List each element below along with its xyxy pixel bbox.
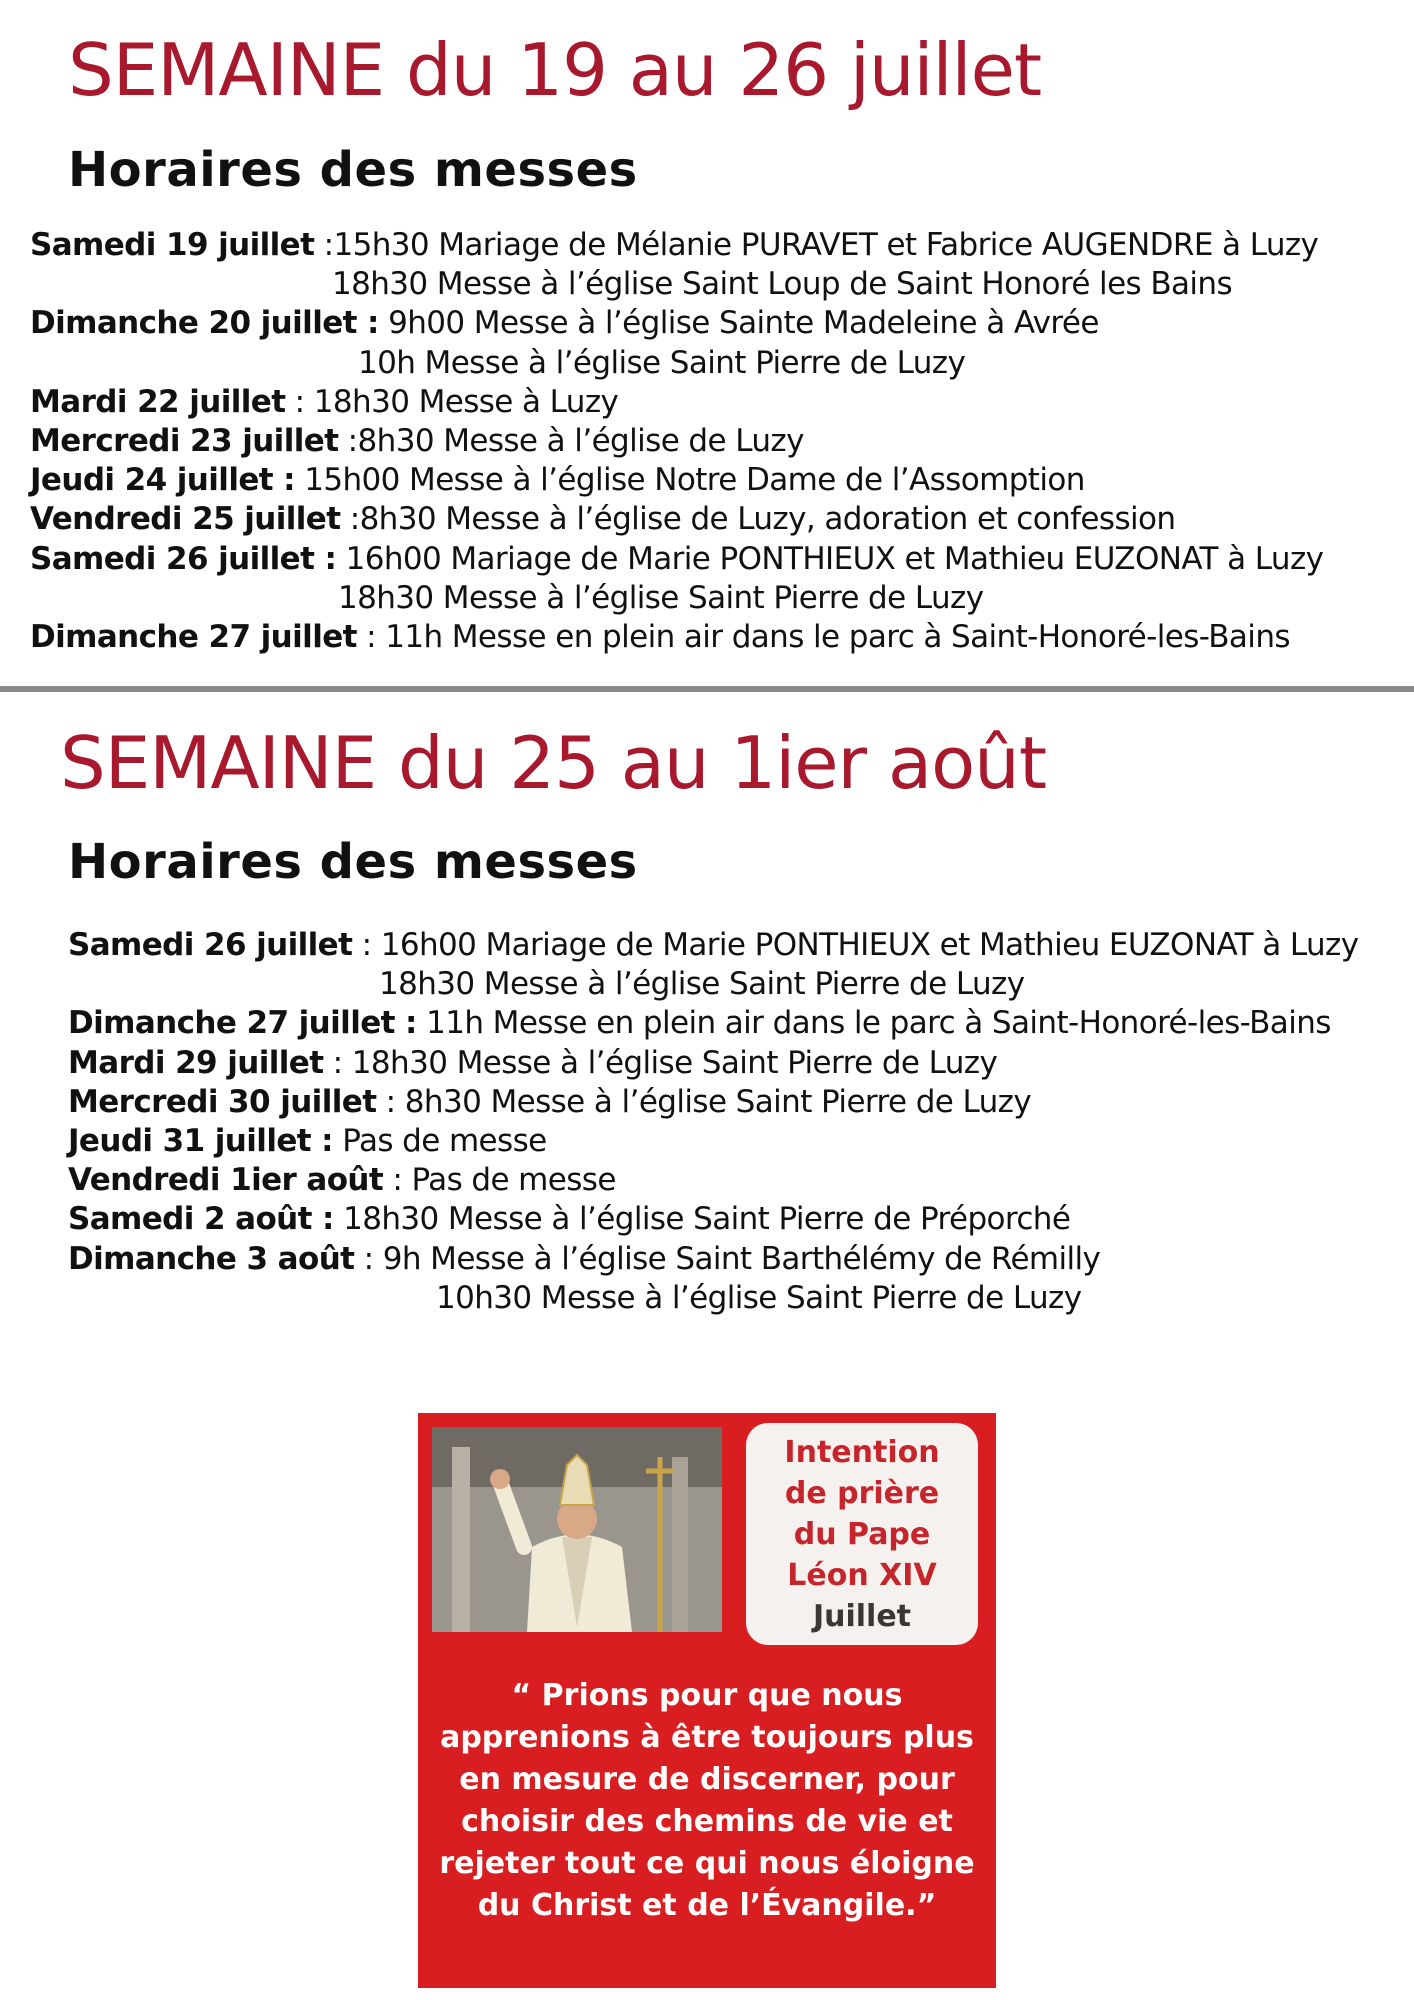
schedule-day: Mardi 29 juillet: [68, 1044, 324, 1081]
schedule-separator: :: [354, 1240, 383, 1277]
info-line-4: Léon XIV: [787, 1557, 937, 1593]
schedule-separator: :: [376, 1083, 405, 1120]
schedule-separator: [333, 1123, 342, 1159]
schedule-text: 16h00 Mariage de Marie PONTHIEUX et Mathieu EUZONAT à Luzy: [380, 927, 1359, 963]
schedule-text: 8h30 Messe à l’église de Luzy: [357, 423, 804, 460]
schedule-text: 16h00 Mariage de Marie PONTHIEUX et Mathieu EUZONAT à Luzy: [345, 540, 1324, 577]
schedule-separator: [336, 541, 345, 577]
schedule-entry: [30, 500, 1323, 539]
schedule-text: 15h00 Messe à l’église Notre Dame de l’Assomption: [304, 462, 1085, 499]
schedule-text: 15h30 Mariage de Mélanie PURAVET et Fabrice AUGENDRE à Luzy: [333, 227, 1319, 263]
schedule-day: Jeudi 31 juillet :: [68, 1123, 333, 1160]
schedule-continuation: 18h30 Messe à l’église Saint Pierre de Luzy: [338, 579, 984, 616]
schedule-day: Samedi 26 juillet: [68, 927, 353, 963]
schedule-separator: :: [323, 1044, 352, 1081]
schedule-entry: [68, 1004, 1358, 1043]
schedule-day: Samedi 19 juillet: [30, 227, 315, 263]
schedule-separator: :: [352, 927, 381, 963]
schedule-entry: [30, 618, 1323, 657]
schedule-day: Mercredi 23 juillet: [30, 423, 339, 460]
schedule-text: 8h30 Messe à l’église de Luzy, adoration et confession: [359, 501, 1176, 538]
schedule-day: Vendredi 1ier août: [68, 1162, 384, 1199]
schedule-continuation: 18h30 Messe à l’église Saint Pierre de Luzy: [379, 966, 1025, 1003]
schedule-day: Dimanche 20 juillet :: [30, 305, 379, 342]
pope-illustration: [432, 1427, 722, 1632]
schedule-entry: [68, 1161, 1358, 1200]
schedule-day: Dimanche 27 juillet: [30, 619, 357, 656]
week1-title: SEMAINE du 19 au 26 juillet: [68, 28, 1042, 112]
schedule-entry: [68, 1240, 1358, 1279]
info-line-2: de prière: [784, 1475, 940, 1511]
schedule-entry: [68, 1044, 1358, 1083]
schedule-entry: [68, 1083, 1358, 1122]
schedule-continuation: 10h Messe à l’église Saint Pierre de Luzy: [358, 344, 966, 381]
schedule-entry: [30, 226, 1323, 265]
schedule-day: Dimanche 27 juillet :: [68, 1005, 417, 1042]
schedule-separator: :: [338, 423, 358, 460]
info-line-1: Intention: [784, 1434, 940, 1470]
pope-photo: [432, 1427, 722, 1632]
schedule-entry: [30, 422, 1323, 461]
prayer-intention-card: [418, 1413, 996, 1988]
week2-mass-heading: Horaires des messes: [68, 834, 638, 890]
schedule-day: Mardi 22 juillet: [30, 383, 286, 420]
schedule-text: 18h30 Messe à l’église Saint Pierre de Luzy: [351, 1044, 998, 1081]
prayer-info-box: [746, 1423, 978, 1645]
schedule-entry: [30, 304, 1323, 343]
schedule-separator: [295, 462, 304, 498]
schedule-text: Pas de messe: [411, 1162, 616, 1199]
info-month: Juillet: [812, 1598, 912, 1634]
schedule-day: Samedi 2 août :: [68, 1201, 334, 1238]
schedule-day: Samedi 26 juillet :: [30, 540, 337, 577]
schedule-continuation: 18h30 Messe à l’église Saint Loup de Saint Honoré les Bains: [332, 266, 1233, 303]
week1-schedule: [30, 226, 1323, 657]
schedule-entry: [30, 461, 1323, 500]
schedule-entry: [68, 1122, 1358, 1161]
schedule-day: Jeudi 24 juillet :: [30, 462, 295, 499]
schedule-text: 18h30 Messe à l’église Saint Pierre de Préporché: [343, 1201, 1071, 1238]
schedule-text: 11h Messe en plein air dans le parc à Saint-Honoré-les-Bains: [426, 1005, 1331, 1042]
week2-title: SEMAINE du 25 au 1ier août: [60, 721, 1047, 805]
schedule-separator: :: [285, 383, 314, 420]
schedule-separator: :: [383, 1162, 412, 1199]
schedule-entry: [68, 1200, 1358, 1239]
schedule-text: 9h00 Messe à l’église Sainte Madeleine à Avrée: [388, 305, 1099, 342]
schedule-separator: [379, 305, 388, 341]
schedule-text: 9h Messe à l’église Saint Barthélémy de Rémilly: [382, 1240, 1101, 1277]
schedule-separator: :: [340, 501, 360, 538]
schedule-entry: [30, 540, 1323, 579]
schedule-text: Pas de messe: [342, 1123, 547, 1160]
week2-schedule: [68, 926, 1358, 1318]
schedule-text: 8h30 Messe à l’église Saint Pierre de Luzy: [404, 1083, 1032, 1120]
schedule-text: 11h Messe en plein air dans le parc à Saint-Honoré-les-Bains: [385, 619, 1290, 656]
schedule-day: Vendredi 25 juillet: [30, 501, 341, 538]
week1-mass-heading: Horaires des messes: [68, 142, 638, 198]
schedule-text: 18h30 Messe à Luzy: [313, 383, 619, 420]
schedule-entry: [30, 383, 1323, 422]
schedule-separator: :: [356, 619, 386, 656]
schedule-separator: :: [314, 227, 334, 263]
schedule-day: Dimanche 3 août: [68, 1240, 355, 1277]
section-divider: [0, 686, 1414, 692]
info-line-3: du Pape: [793, 1516, 931, 1552]
schedule-day: Mercredi 30 juillet: [68, 1083, 377, 1120]
schedule-separator: [417, 1005, 426, 1041]
schedule-entry: [68, 926, 1358, 965]
prayer-quote: “ Prions pour que nous apprenions à être toujours plus en mesure de discerner, pour choisir des chemins de vie et rejeter tout ce qui nous éloigne du Christ et de l’Évangile.”: [439, 1678, 975, 1923]
schedule-continuation: 10h30 Messe à l’église Saint Pierre de Luzy: [436, 1279, 1082, 1316]
schedule-separator: [334, 1201, 343, 1237]
